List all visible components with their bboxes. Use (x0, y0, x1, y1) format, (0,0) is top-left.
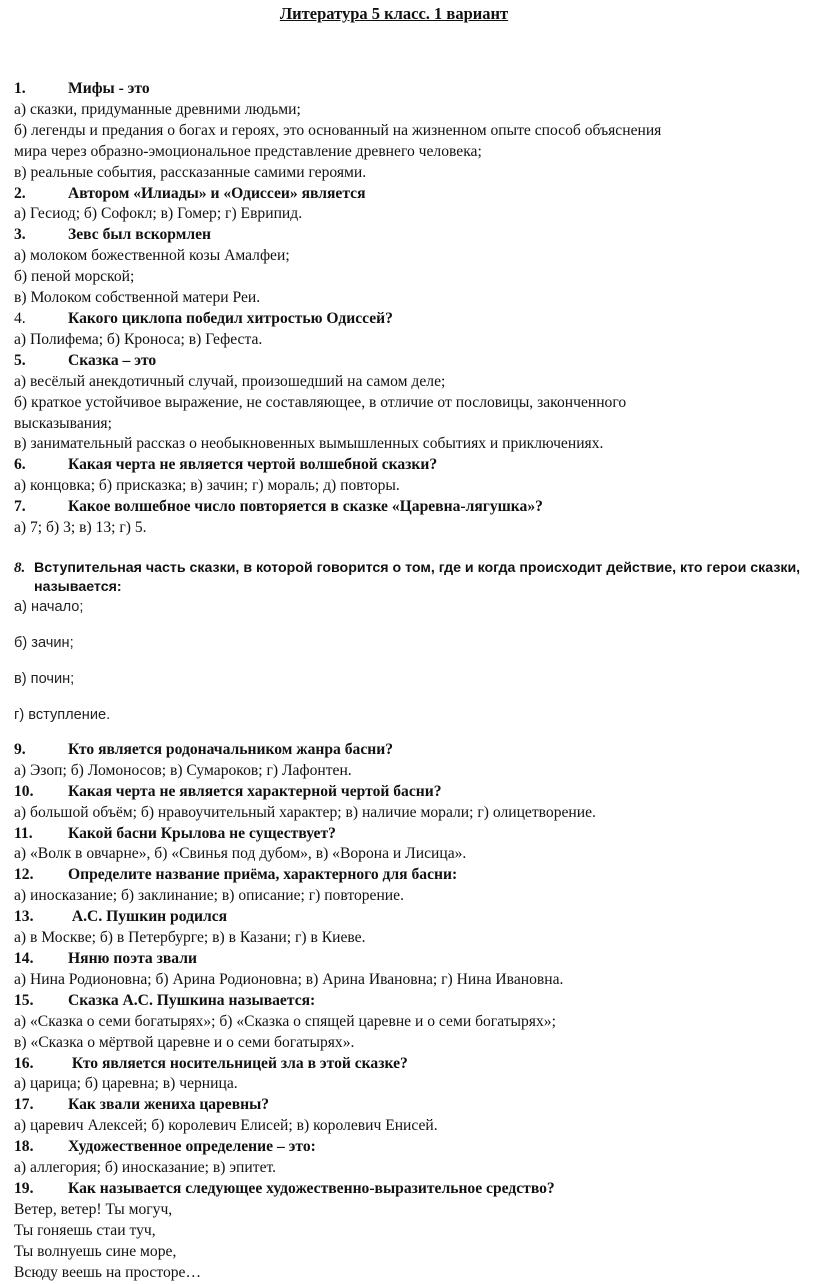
question-text: Как называется следующее художественно-выразительное средство? (68, 1179, 555, 1197)
question-text: Автором «Илиады» и «Одиссеи» является (68, 184, 366, 202)
question-text: Какого циклопа победил хитростью Одиссей? (68, 309, 393, 327)
answer-line: Всюду веешь на просторе… (14, 1263, 202, 1281)
answer-line: Ты гоняешь стаи туч, (14, 1221, 156, 1239)
answer-line: б) краткое устойчивое выражение, не составляющее, в отличие от пословицы, законченного (14, 393, 627, 411)
question-text: Какая черта не является чертой волшебной сказки? (68, 456, 438, 474)
question-label: Вступительная часть сказки, в которой говорится о том, где и когда происходит действие, кто герои сказки, называется: (34, 559, 801, 595)
answer-line: в) «Сказка о мёртвой царевне и о семи богатырях». (14, 1033, 355, 1051)
answer-line: а) концовка; б) присказка; в) зачин; г) мораль; д) повторы. (14, 477, 400, 495)
question-text: Сказка – это (68, 351, 157, 369)
question-number: 2. (14, 184, 26, 202)
question-number: 19. (14, 1179, 34, 1197)
question-number: 7. (14, 498, 26, 516)
question-number: 5. (14, 351, 26, 369)
question-text: Няню поэта звали (68, 950, 197, 967)
answer-line: Ветер, ветер! Ты могуч, (14, 1200, 173, 1218)
answer-line: в) реальные события, рассказанные самими героями. (14, 163, 367, 181)
question-number: 16. (14, 1054, 34, 1072)
question-heading (14, 782, 804, 803)
question-heading (14, 907, 804, 928)
questions-block-2 (14, 740, 804, 1284)
question-heading (14, 740, 804, 761)
question-number: 10. (14, 782, 34, 800)
question-number: 18. (14, 1138, 34, 1156)
question-text (14, 559, 804, 597)
question-text: А.С. Пушкин родился (68, 908, 228, 926)
answer-line: а) царица; б) царевна; в) черница. (14, 1075, 238, 1093)
question-heading (14, 1179, 804, 1200)
question-heading (14, 351, 804, 372)
question-number: 11. (14, 824, 33, 842)
question-number: 4. (14, 309, 26, 327)
question-heading (14, 455, 804, 476)
question-number: 1. (14, 80, 26, 97)
question-text: Как звали жениха царевны? (68, 1096, 270, 1114)
question-text: Кто является носительницей зла в этой сказке? (68, 1054, 408, 1072)
page-title: Литература 5 класс. 1 вариант (279, 4, 509, 23)
answer-line: высказывания; (14, 414, 112, 432)
question-heading (14, 824, 804, 845)
answer-line: а) «Сказка о семи богатырях»; б) «Сказка о спящей царевне и о семи богатырях»; (14, 1012, 556, 1030)
question-heading (14, 865, 804, 886)
question-number: 17. (14, 1096, 34, 1114)
question-heading (14, 184, 804, 205)
question-heading (14, 79, 804, 100)
answer-line: а) большой объём; б) нравоучительный характер; в) наличие морали; г) олицетворение. (14, 803, 596, 821)
question-8 (14, 559, 804, 725)
question-text: Зевс был вскормлен (68, 226, 212, 244)
answer-option: б) зачин; (14, 634, 74, 651)
answer-option: а) начало; (14, 598, 84, 615)
answer-line: а) аллегория; б) иносказание; в) эпитет. (14, 1159, 277, 1177)
question-heading (14, 497, 804, 518)
answer-line: а) «Волк в овчарне», б) «Свинья под дубом», в) «Ворона и Лисица». (14, 845, 467, 863)
answer-option: г) вступление. (14, 706, 111, 723)
question-heading (14, 949, 804, 970)
answer-line: а) Эзоп; б) Ломоносов; в) Сумароков; г) Лафонтен. (14, 761, 352, 779)
question-number: 3. (14, 226, 26, 244)
question-list (14, 79, 804, 1284)
answer-line: а) молоком божественной козы Амалфеи; (14, 247, 290, 265)
answer-line: в) занимательный рассказ о необыкновенных вымышленных событиях и приключениях. (14, 435, 604, 453)
question-text: Художественное определение – это: (68, 1138, 316, 1156)
answer-line: мира через образно-эмоциональное представление древнего человека; (14, 142, 482, 160)
question-heading (14, 991, 804, 1012)
questions-block-1 (14, 79, 804, 539)
answer-option: в) почин; (14, 670, 75, 687)
question-heading (14, 1054, 804, 1075)
question-heading (14, 1137, 804, 1158)
question-number: 12. (14, 866, 34, 884)
answer-line: в) Молоком собственной матери Реи. (14, 289, 261, 307)
question-number: 14. (14, 950, 34, 967)
question-heading (14, 225, 804, 246)
question-number: 13. (14, 908, 34, 926)
answer-line: а) царевич Алексей; б) королевич Елисей; в) королевич Енисей. (14, 1117, 438, 1135)
question-text: Какой басни Крылова не существует? (68, 824, 336, 842)
question-number: 15. (14, 991, 34, 1009)
answer-line: б) пеной морской; (14, 268, 135, 286)
question-text: Определите название приёма, характерного для басни: (68, 866, 458, 884)
question-number: 8. (14, 559, 26, 576)
question-text: Кто является родоначальником жанра басни? (68, 740, 394, 758)
answer-line: а) Гесиод; б) Софокл; в) Гомер; г) Еврипид. (14, 205, 303, 223)
question-text: Какое волшебное число повторяется в сказке «Царевна-лягушка»? (68, 498, 543, 516)
answer-line: а) Полифема; б) Кроноса; в) Гефеста. (14, 330, 263, 348)
question-number: 9. (14, 740, 26, 758)
question-text: Сказка А.С. Пушкина называется: (68, 991, 316, 1009)
question-heading (14, 1095, 804, 1116)
answer-line: Ты волнуешь сине море, (14, 1242, 177, 1260)
answer-line: а) 7; б) 3; в) 13; г) 5. (14, 519, 147, 537)
answer-line: а) в Москве; б) в Петербурге; в) в Казани; г) в Киеве. (14, 929, 366, 947)
answer-line: а) Нина Родионовна; б) Арина Родионовна; в) Арина Ивановна; г) Нина Ивановна. (14, 970, 564, 988)
question-text: Какая черта не является характерной чертой басни? (68, 782, 442, 800)
answer-line: а) иносказание; б) заклинание; в) описание; г) повторение. (14, 887, 404, 905)
question-number: 6. (14, 456, 26, 474)
answer-line: а) весёлый анекдотичный случай, произошедший на самом деле; (14, 372, 446, 390)
answer-line: а) сказки, придуманные древними людьми; (14, 100, 301, 118)
question-heading (14, 309, 804, 330)
answer-line: б) легенды и предания о богах и героях, это основанный на жизненном опыте способ объяснения (14, 121, 662, 139)
question-text: Мифы - это (68, 80, 150, 97)
